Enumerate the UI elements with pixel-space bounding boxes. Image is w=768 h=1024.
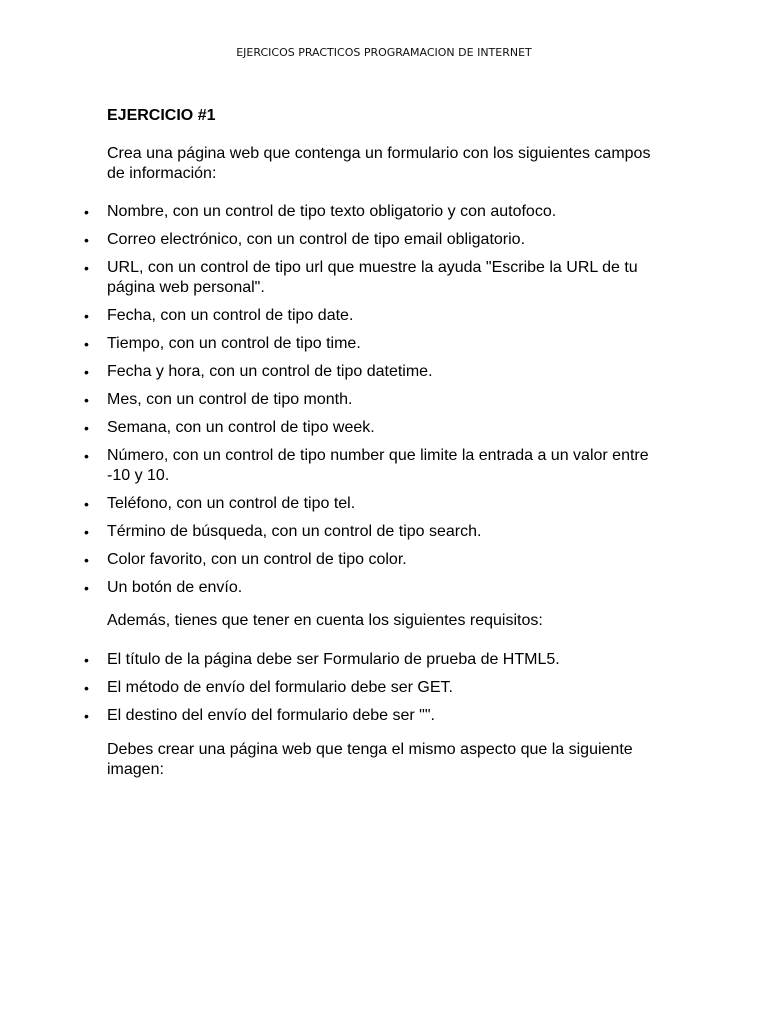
list-item [0, 306, 667, 326]
list-item [0, 362, 667, 382]
list-item [0, 550, 667, 570]
bullet-icon: • [84, 652, 89, 668]
list-item-text: Semana, con un control de tipo week. [107, 419, 375, 436]
list-item-text: El destino del envío del formulario debe ser "". [107, 707, 435, 724]
bullet-icon: • [84, 708, 89, 724]
list-item [0, 678, 667, 698]
bullet-icon: • [84, 448, 89, 464]
list-item [0, 390, 667, 410]
list-item [0, 494, 667, 514]
bullet-icon: • [84, 336, 89, 352]
list-item-text: Nombre, con un control de tipo texto obligatorio y con autofoco. [107, 203, 557, 220]
closing-paragraph: Debes crear una página web que tenga el mismo aspecto que la siguiente imagen: [107, 741, 633, 778]
list-item [0, 706, 667, 726]
list-item [0, 230, 667, 250]
list-item [0, 446, 667, 486]
list-item-text: Color favorito, con un control de tipo color. [107, 551, 407, 568]
page-header: EJERCICOS PRACTICOS PROGRAMACION DE INTERNET [236, 46, 532, 59]
bullet-icon: • [84, 496, 89, 512]
list-item-text: Fecha y hora, con un control de tipo datetime. [107, 363, 433, 380]
fields-list [0, 202, 768, 606]
bullet-icon: • [84, 392, 89, 408]
list-item-text: Mes, con un control de tipo month. [107, 391, 353, 408]
list-item-text: El título de la página debe ser Formulario de prueba de HTML5. [107, 651, 560, 668]
exercise-title: EJERCICIO #1 [107, 107, 216, 124]
bullet-icon: • [84, 580, 89, 596]
bullet-icon: • [84, 364, 89, 380]
requirements-intro: Además, tienes que tener en cuenta los siguientes requisitos: [107, 612, 543, 629]
list-item [0, 650, 667, 670]
list-item [0, 578, 667, 598]
requirements-list [0, 650, 768, 734]
bullet-icon: • [84, 232, 89, 248]
list-item-text: URL, con un control de tipo url que muestre la ayuda "Escribe la URL de tu página web personal". [107, 259, 638, 296]
list-item [0, 522, 667, 542]
list-item [0, 418, 667, 438]
bullet-icon: • [84, 524, 89, 540]
list-item [0, 334, 667, 354]
list-item-text: Tiempo, con un control de tipo time. [107, 335, 361, 352]
list-item-text: Término de búsqueda, con un control de tipo search. [107, 523, 482, 540]
bullet-icon: • [84, 308, 89, 324]
bullet-icon: • [84, 552, 89, 568]
list-item-text: Un botón de envío. [107, 579, 243, 596]
list-item-text: Correo electrónico, con un control de tipo email obligatorio. [107, 231, 526, 248]
bullet-icon: • [84, 420, 89, 436]
list-item-text: Número, con un control de tipo number que limite la entrada a un valor entre -10 y 10. [107, 447, 649, 484]
bullet-icon: • [84, 260, 89, 276]
list-item-text: Teléfono, con un control de tipo tel. [107, 495, 356, 512]
bullet-icon: • [84, 204, 89, 220]
bullet-icon: • [84, 680, 89, 696]
list-item [0, 258, 667, 298]
exercise-intro: Crea una página web que contenga un formulario con los siguientes campos de información: [107, 145, 651, 182]
list-item [0, 202, 667, 222]
list-item-text: Fecha, con un control de tipo date. [107, 307, 354, 324]
list-item-text: El método de envío del formulario debe ser GET. [107, 679, 453, 696]
